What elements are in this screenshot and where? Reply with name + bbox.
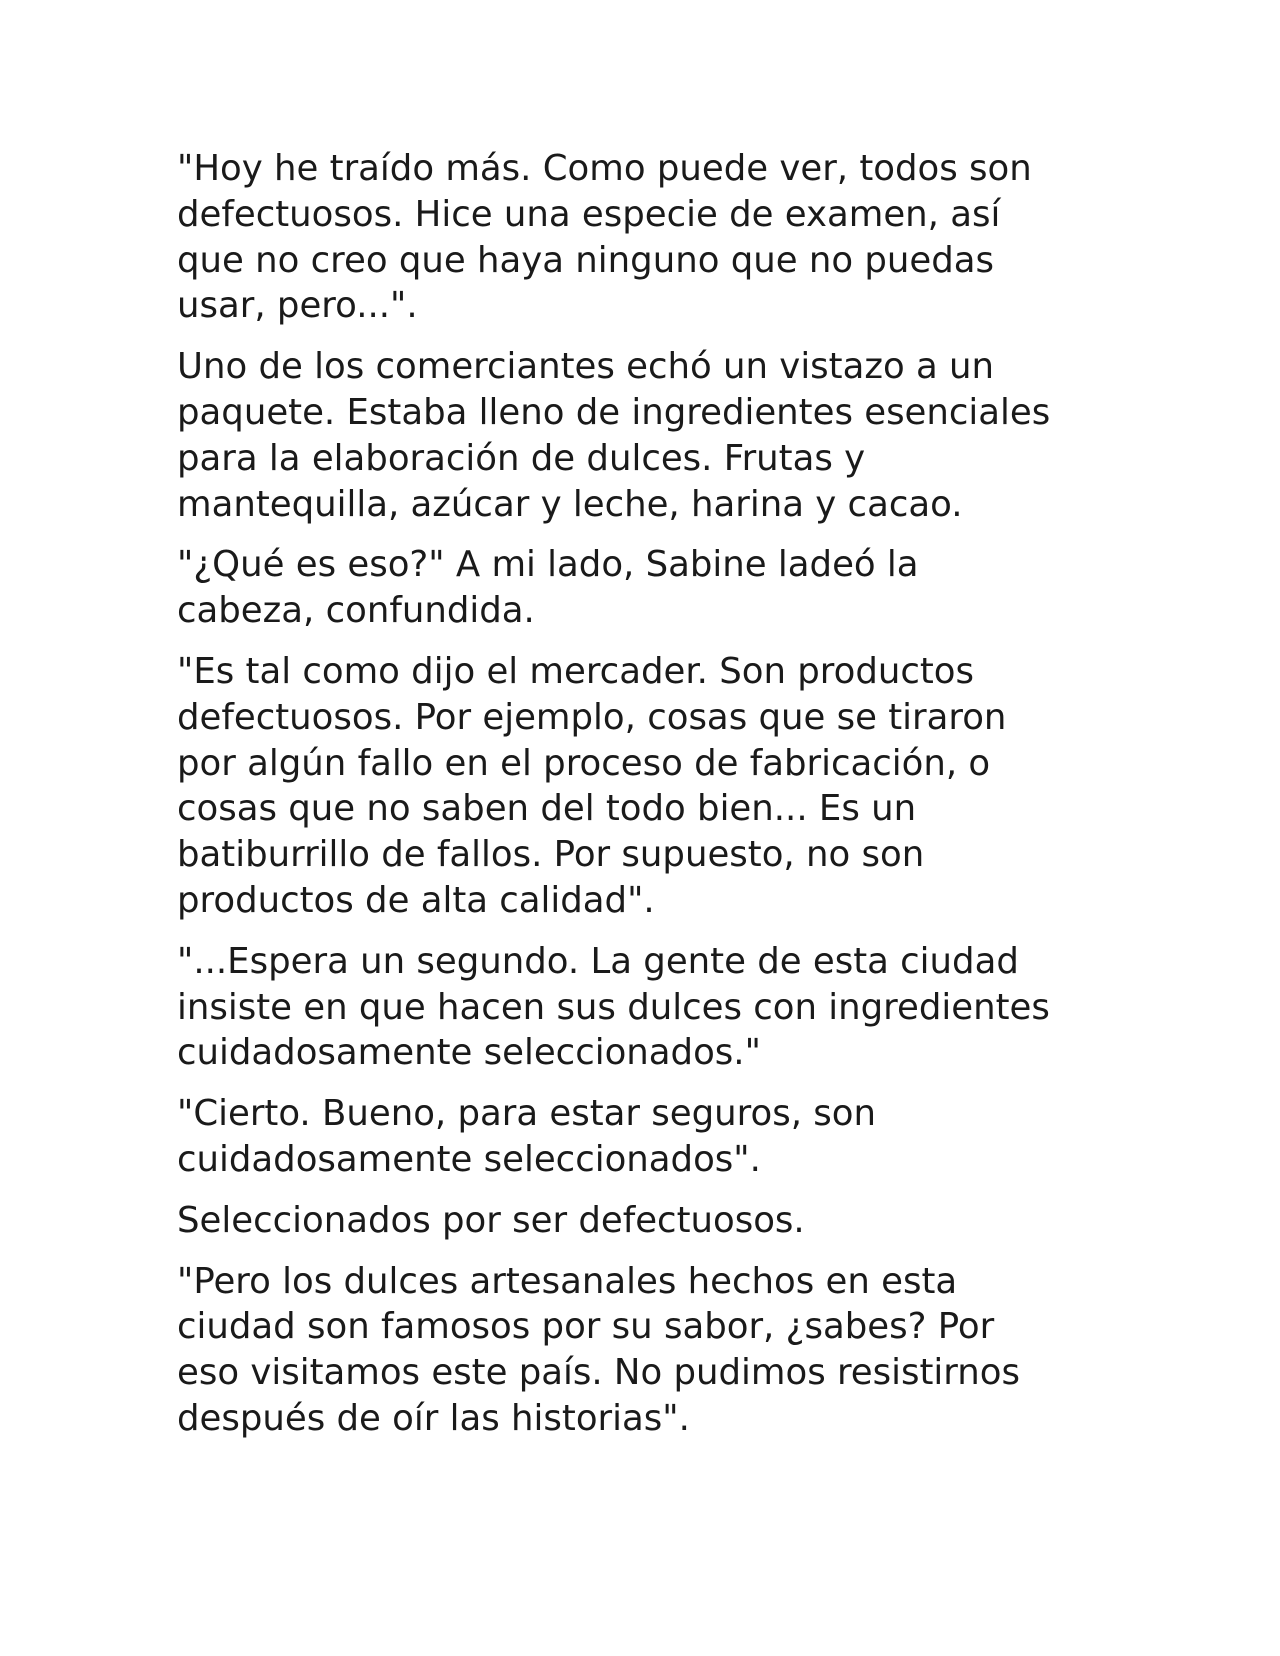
paragraph-3: "¿Qué es eso?" A mi lado, Sabine ladeó la cabeza, confundida.	[177, 544, 919, 632]
paragraph-1: "Hoy he traído más. Como puede ver, todos son defectuosos. Hice una especie de examen, así que no creo que haya ninguno que no puedas usar, pero...".	[177, 148, 1032, 327]
paragraph-2: Uno de los comerciantes echó un vistazo a un paquete. Estaba lleno de ingredientes esenciales para la elaboración de dulces. Frutas y mantequilla, azúcar y leche, harina y cacao.	[177, 346, 1051, 525]
paragraph-7: Seleccionados por ser defectuosos.	[177, 1199, 805, 1241]
document-page	[177, 146, 1117, 1457]
paragraph-5: "...Espera un segundo. La gente de esta ciudad insiste en que hacen sus dulces con ingredientes cuidadosamente seleccionados."	[177, 940, 1050, 1074]
paragraph-6: "Cierto. Bueno, para estar seguros, son cuidadosamente seleccionados".	[177, 1093, 876, 1180]
paragraph-4: "Es tal como dijo el mercader. Son productos defectuosos. Por ejemplo, cosas que se tiraron por algún fallo en el proceso de fabricación, o cosas que no saben del todo bien... Es un batiburrillo de fallos. Por supuesto, no son productos de alta calidad".	[177, 650, 1007, 921]
paragraph-8: "Pero los dulces artesanales hechos en esta ciudad son famosos por su sabor, ¿sabes? Por eso visitamos este país. No pudimos resistirnos después de oír las historias".	[177, 1260, 1020, 1439]
